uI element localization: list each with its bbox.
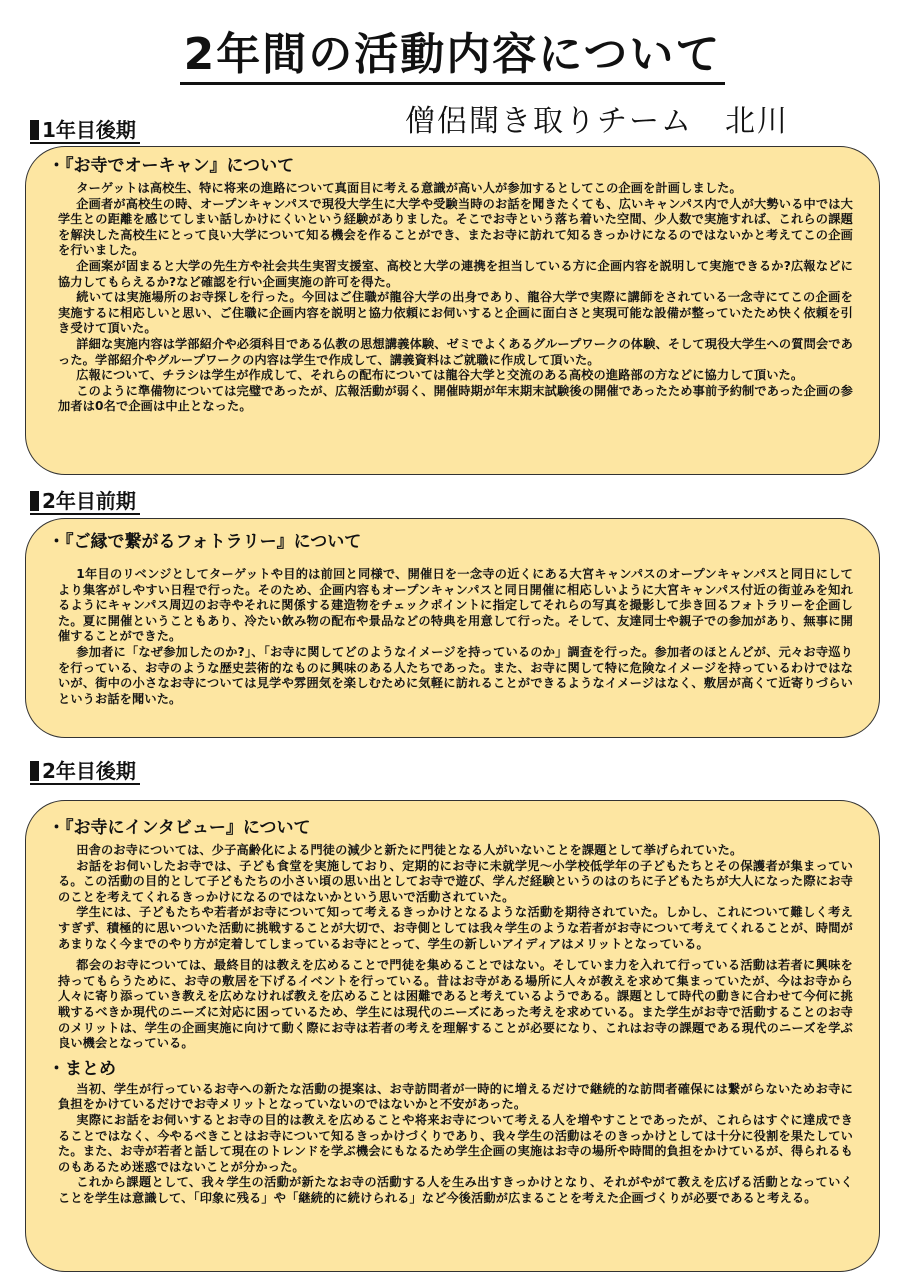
paragraph: 詳細な実施内容は学部紹介や必須科目である仏教の思想講義体験、ゼミでよくあるグループワークの体験、そして現役大学生への質問会であった。学部紹介やグループワークの内容は学生で作成して、講義資料はご就職に作成して頂いた。 — [58, 336, 853, 367]
author-line: 僧侶聞き取りチーム 北川 — [405, 104, 789, 139]
heading-bar-3 — [30, 761, 39, 781]
section-box-1 — [25, 146, 880, 475]
paragraph: 続いては実施場所のお寺探しを行った。今回はご住職が龍谷大学の出身であり、龍谷大学で実際に講師をされている一念寺にてこの企画を実施するに相応しいと思い、ご住職に企画内容を説明と協力依頼にお伺いすると企画に面白さと実現可能な設備が整っていたため快く依頼を引き受けて頂いた。 — [58, 290, 853, 336]
paragraph: このように準備物については完璧であったが、広報活動が弱く、開催時期が年末期末試験後の開催であったため事前予約制であった企画の参加者は0名で企画は中止となった。 — [58, 383, 853, 414]
paragraph: 参加者に「なぜ参加したのか?」、「お寺に関してどのようなイメージを持っているのか」調査を行った。参加者のほとんどが、元々お寺巡りを行っている、お寺のような歴史芸術的なものに興味のある人たちであった。また、お寺に関して特に危険なイメージを持っているわけではないが、街中の小さなお寺については見学や雰囲気を楽しむために気軽に訪れることができるようなイメージはなく、敷居が高くて近寄りづらいというお話を聞いた。 — [58, 644, 853, 706]
paragraph: 当初、学生が行っているお寺への新たな活動の提案は、お寺訪問者が一時的に増えるだけで継続的な訪問者確保には繋がらないためお寺に負担をかけているだけでお寺メリットとなっていないのではないかと不安があった。 — [58, 1081, 853, 1112]
paragraph: これから課題として、我々学生の活動が新たなお寺の活動する人を生み出すきっかけとなり、それがやがて教えを広げる活動となっていくことを学生は意識して、「印象に残る」や「継続的に続けられる」など今後活動が広まることを考えた企画づくりが必要であると考える。 — [58, 1175, 853, 1205]
paragraph: 田舎のお寺については、少子高齢化による門徒の減少と新たに門徒となる人がいないことを課題として挙げられていた。 — [76, 843, 743, 857]
paragraph: 1年目のリベンジとしてターゲットや目的は前回と同様で、開催日を一念寺の近くにある大宮キャンパスのオープンキャンパスと同日にしてより集客がしやすい日程で行った。そのため、企画内容もオープンキャンパスと同日開催に相応しいように大宮キャンパス付近の街並みを知れるようにキャンパス周辺のお寺やそれに関係する建造物をチェックポイントに指定してそれらの写真を撮影して歩き回るフォトラリーを企画した。夏に開催ということもあり、冷たい飲み物の配布や景品などの特典を用意して行った。そして、友達同士や親子での参加があり、無事に開催することができた。 — [58, 567, 853, 644]
section-heading-3-label: 2年目後期 — [42, 759, 136, 783]
section-heading-3 — [30, 759, 140, 785]
paragraph: 実際にお話をお伺いするとお寺の目的は教えを広めることや将来お寺について考える人を増やすことであったが、これらはすぐに達成できることではなく、今やるべきことはお寺について知るきっかけづくりであり、我々学生の活動はそのきっかけとしては十分に役割を果たしていた。また、お寺が若者と話して現在のトレンドを学ぶ機会にもなるため学生企画の実施はお寺の場所や時間的負担をかけているが、得られるものもあるため迷惑ではないことが分かった。 — [58, 1112, 853, 1174]
section-heading-1-label: 1年目後期 — [42, 118, 136, 142]
paragraph: 学生には、子どもたちや若者がお寺について知って考えるきっかけとなるような活動を期待されていた。しかし、これについて難しく考えすぎず、積極的に思いついた活動に挑戦することが大切で、お寺側としては我々学生のような若者がお寺について考えてくれることが、時間があまりなく今までのやり方が定着してしまっているお寺にとって、学生の新しいアイディアはメリットとなっている。 — [58, 905, 853, 951]
paragraph: 都会のお寺については、最終目的は教えを広めることで門徒を集めることではない。そしていま力を入れて行っている活動は若者に興味を持ってもらうために、お寺の敷居を下げるイベントを行っている。昔はお寺がある場所に人々が教えを求めて集まっていたが、今はお寺から人々に寄り添っていき教えを広めなければ教えを広めることは困難であると考えているようである。課題として時代の動きに合わせて今何に挑戦するべきか現代のニーズに対応に困っているため、学生には現代のニーズにあった考えを求めている。また学生がお寺で活動することのお寺のメリットは、学生の企画実施に向けて動く際にお寺は若者の考えを理解することが必要になり、これはお寺の課題である現代のニーズを学ぶ良い機会となっている。 — [58, 958, 853, 1051]
page-title-text: 2年間の活動内容について — [180, 29, 726, 85]
paragraph: 企画者が高校生の時、オープンキャンパスで現役大学生に大学や受験当時のお話を聞きたくても、広いキャンパス内で人が大勢いる中では大学生との距離を感じてしまい話しかけにくいという経験がありました。そこでお寺という落ち着いた空間、少人数で実施すれば、これらの課題を解決した高校生にとって良い大学について知る機会を作ることができ、またお寺に訪れて知るきっかけになるのではないかと考えてこの企画を行いました。 — [58, 196, 853, 258]
section-heading-1 — [30, 118, 140, 144]
topic-3: ・『お寺にインタビュー』について — [48, 818, 311, 838]
heading-bar-1 — [30, 120, 39, 140]
heading-bar-2 — [30, 491, 39, 511]
paragraph: 企画案が固まると大学の先生方や社会共生実習支援室、高校と大学の連携を担当している方に企画内容を説明して実施できるか?広報などに協力してもらえるか?など確認を行い企画実施の許可を得た。 — [58, 258, 853, 289]
topic-2: ・『ご縁で繋がるフォトラリー』について — [48, 532, 362, 552]
page-title — [0, 18, 905, 82]
section-box-3 — [25, 800, 880, 1272]
summary-heading: ・まとめ — [48, 1058, 116, 1079]
section-heading-2-label: 2年目前期 — [42, 489, 136, 513]
section-box-2 — [25, 518, 880, 738]
paragraph: お話をお伺いしたお寺では、子ども食堂を実施しており、定期的にお寺に未就学児〜小学校低学年の子どもたちとその保護者が集まっている。この活動の目的として子どもたちの小さい頃の思い出としてお寺で遊び、学んだ経験というのはのちに子どもたちが大人になった際にお寺のことを考えてくれるきっかけになるのではないかという思いで活動されていた。 — [58, 858, 853, 904]
section-heading-2 — [30, 489, 140, 515]
topic-1: ・『お寺でオーキャン』について — [48, 156, 295, 176]
paragraph: 広報について、チラシは学生が作成して、それらの配布については龍谷大学と交流のある高校の進路部の方などに協力して頂いた。 — [76, 368, 804, 383]
paragraph: ターゲットは高校生、特に将来の進路について真面目に考える意識が高い人が参加するとしてこの企画を計画しました。 — [76, 181, 742, 195]
